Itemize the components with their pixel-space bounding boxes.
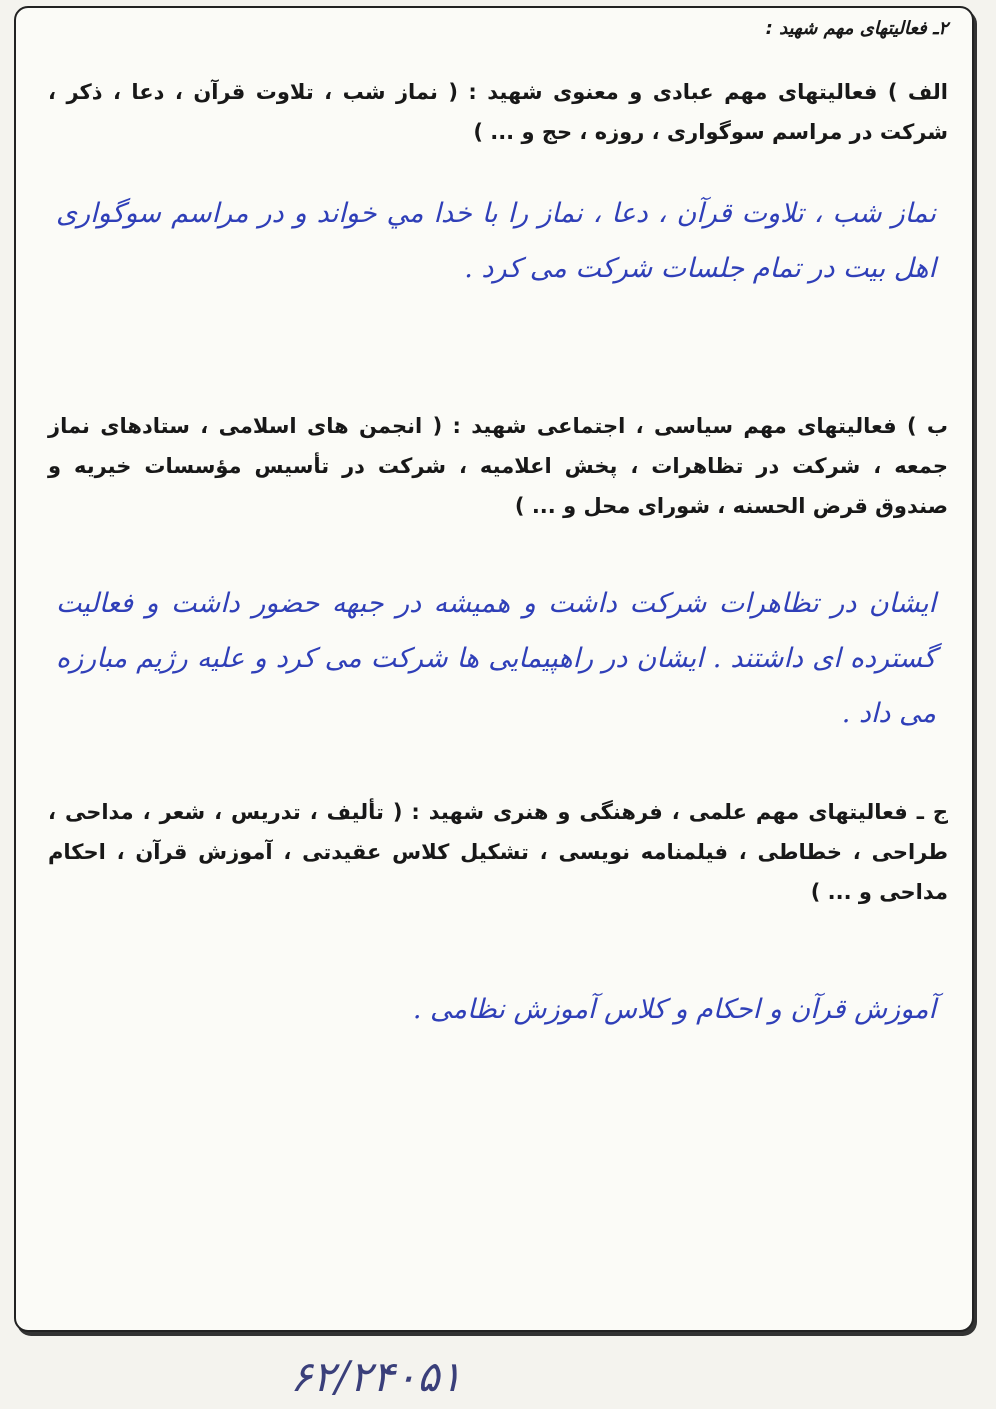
question-alef: الف ) فعالیتهای مهم عبادی و معنوی شهید : ( نماز شب ، تلاوت قرآن ، دعا ، ذکر ، شرکت در مراسم سوگواری ، روزه ، حج و ... ): [48, 80, 948, 144]
archive-number: ۶۲/۲۴۰۵۱: [290, 1352, 463, 1401]
section-title: ۲ـ فعالیتهای مهم شهید :: [765, 18, 948, 39]
question-be: ب ) فعالیتهای مهم سیاسی ، اجتماعی شهید : ( انجمن های اسلامی ، ستادهای نماز جمعه ، شرکت در تظاهرات ، پخش اعلامیه ، شرکت در تأسیس مؤسسات خیریه و صندوق قرض الحسنه ، شورای محل و ... ): [48, 414, 948, 518]
question-jim: ج ـ فعالیتهای مهم علمی ، فرهنگی و هنری شهید : ( تألیف ، تدریس ، شعر ، مداحی ، طراحی ، خطاطی ، فیلمنامه نویسی ، تشکیل کلاس عقیدتی ، آموزش قرآن ، احکام مداحی و ... ): [48, 800, 948, 904]
handwritten-answer-alef: نماز شب ، تلاوت قرآن ، دعا ، نماز را با خدا مي خواند و در مراسم سوگواری اهل بیت در تمام جلسات شرکت می کرد .: [56, 198, 936, 284]
handwritten-answer-jim: آموزش قرآن و احکام و کلاس آموزش نظامی .: [412, 994, 936, 1025]
handwritten-answer-be: ایشان در تظاهرات شرکت داشت و همیشه در جبهه حضور داشت و فعالیت گسترده ای داشتند . ایشان در راهپیمایی ها شرکت می کرد و علیه رژیم مبارزه می داد .: [56, 588, 936, 729]
